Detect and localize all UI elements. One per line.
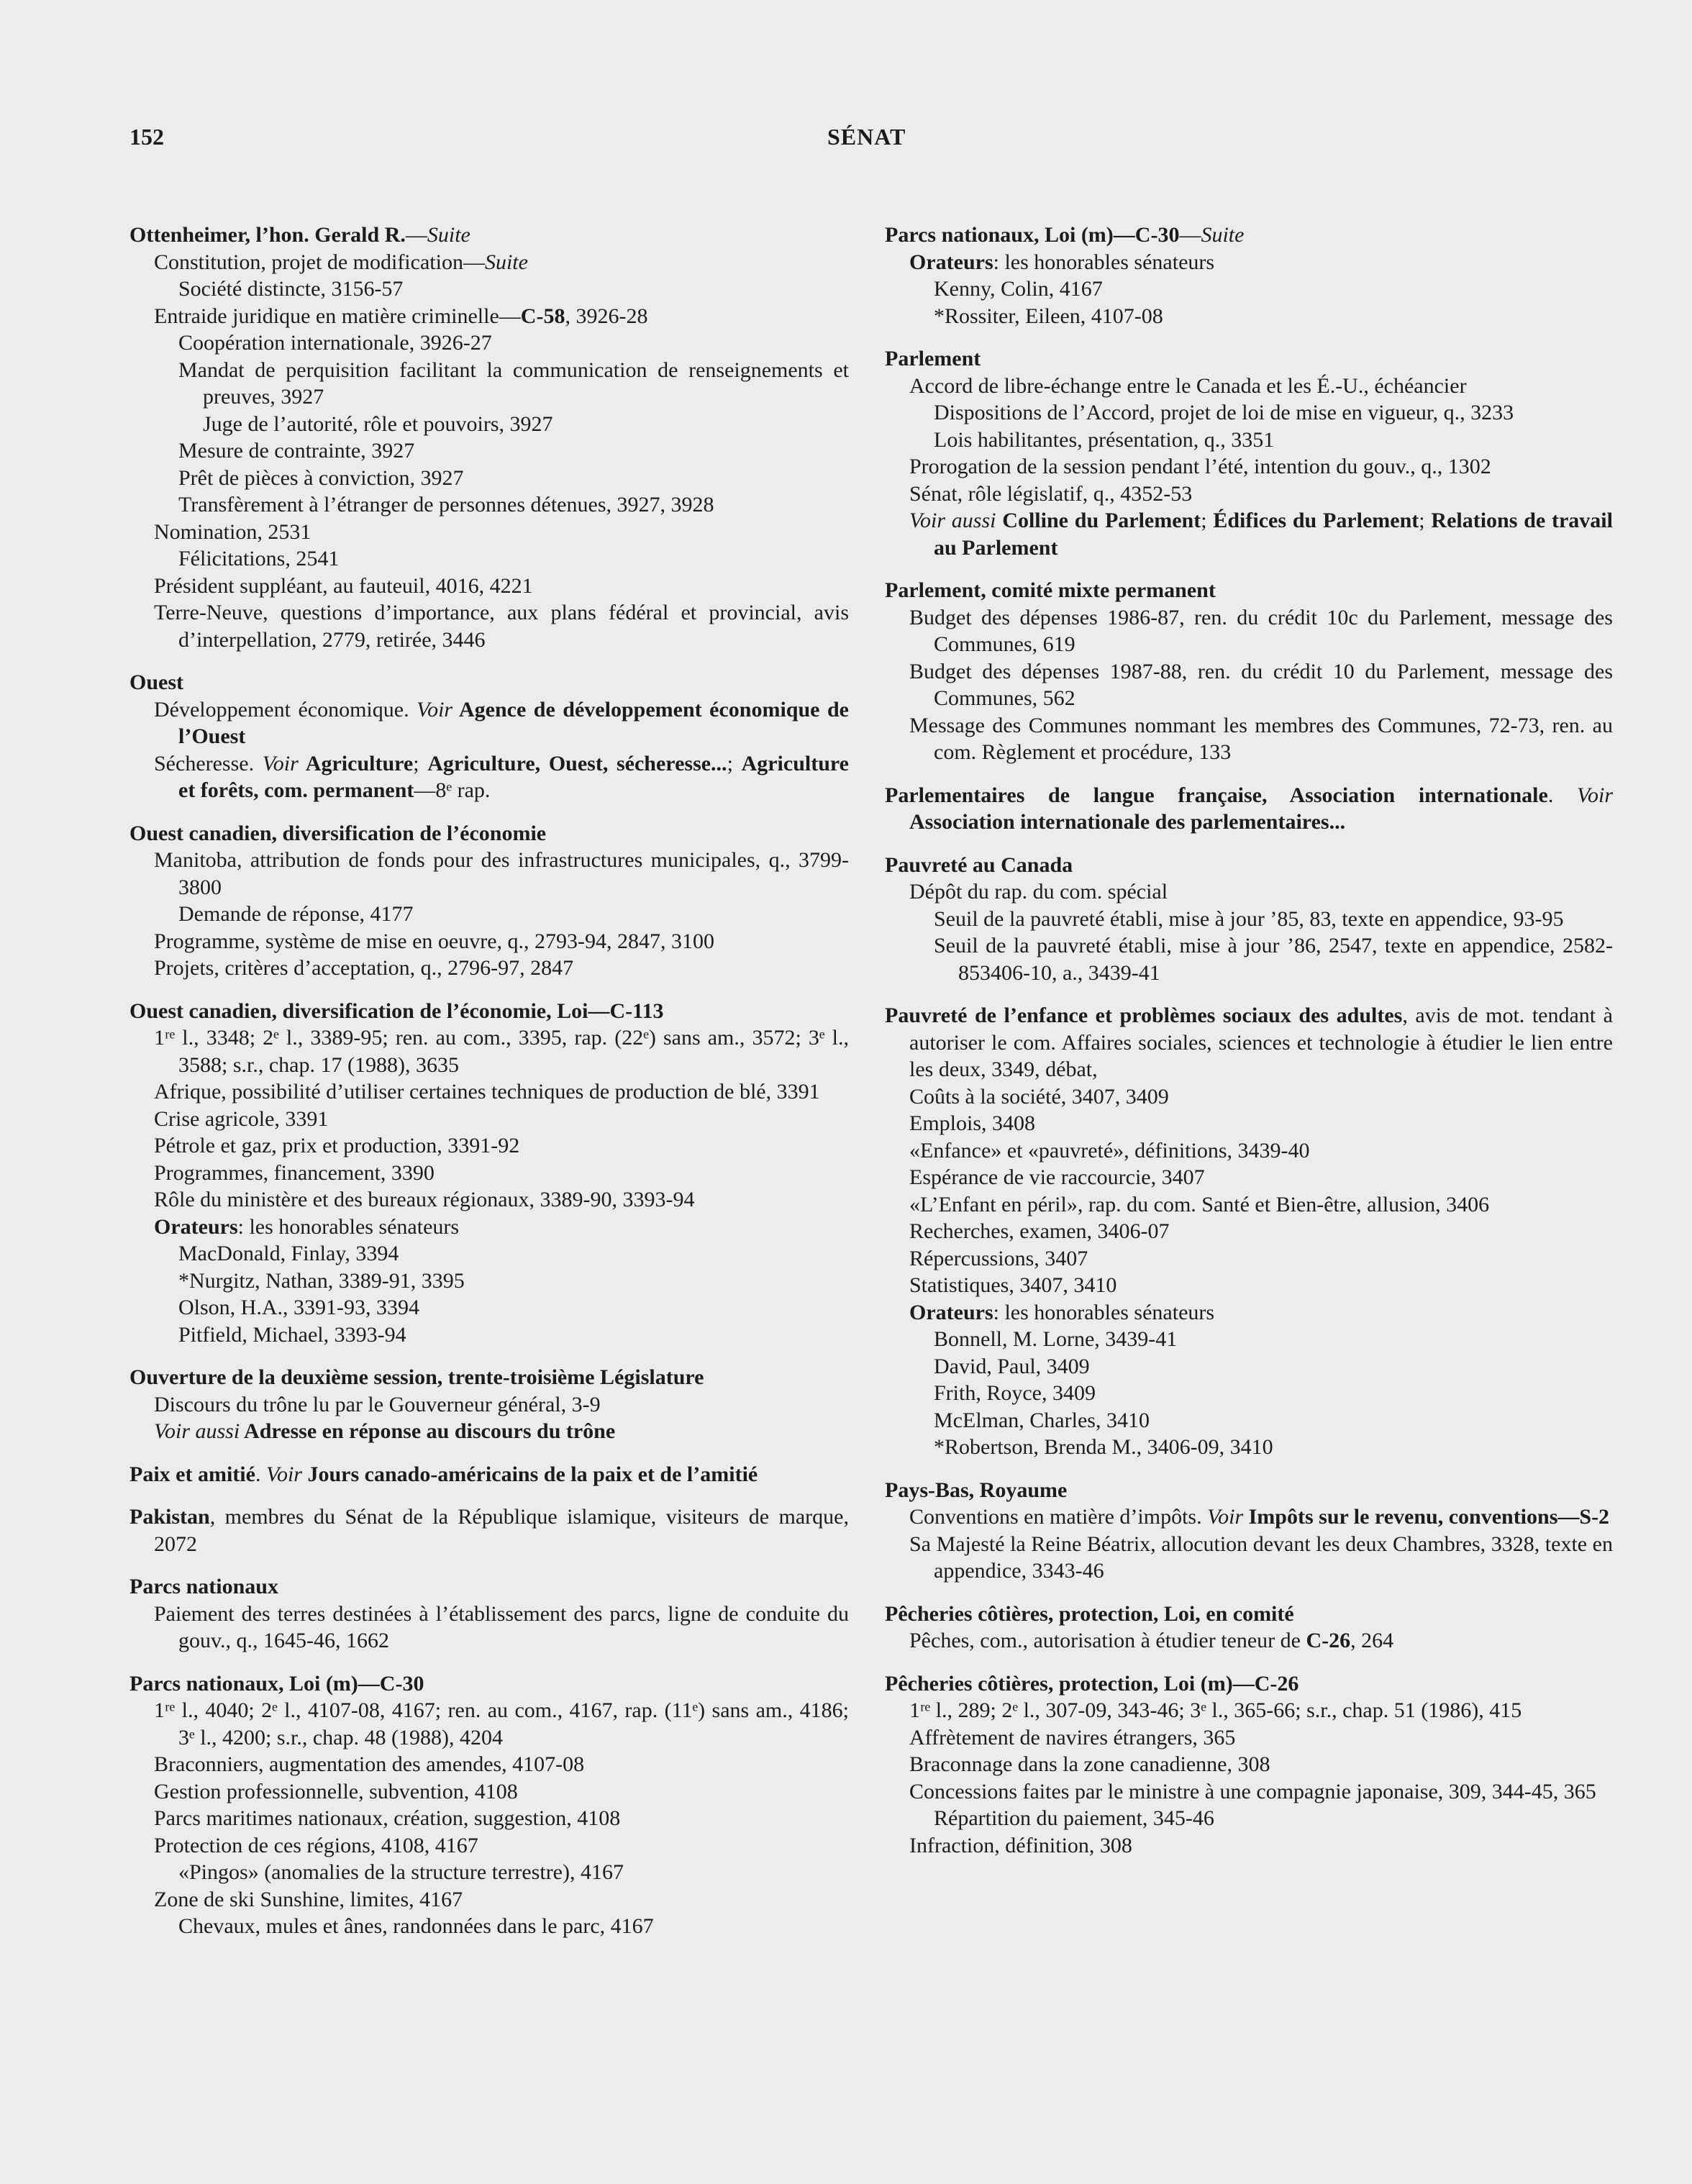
index-entry bbox=[129, 820, 849, 982]
index-text: Voir bbox=[265, 1462, 302, 1486]
index-subentry bbox=[885, 712, 1613, 766]
index-subentry bbox=[129, 1240, 849, 1268]
index-text: Jours canado-américains de la paix et de l’amitié bbox=[301, 1462, 758, 1486]
index-subentry bbox=[885, 1724, 1613, 1752]
index-text: Paiement des terres destinées à l’établissement des parcs, ligne de conduite du gouv., q., 1645-46, 1662 bbox=[154, 1601, 849, 1652]
index-heading bbox=[129, 1461, 849, 1488]
index-text: Parlement, comité mixte permanent bbox=[885, 578, 1216, 602]
index-subentry bbox=[885, 373, 1613, 400]
index-subentry bbox=[885, 1326, 1613, 1353]
index-text: Nomination, 2531 bbox=[154, 519, 311, 544]
index-entry bbox=[885, 1670, 1613, 1860]
index-text: Colline du Parlement bbox=[996, 509, 1201, 532]
index-text: Chevaux, mules et ânes, randonnées dans le parc, 4167 bbox=[178, 1914, 654, 1938]
index-subentry bbox=[129, 696, 849, 750]
index-text: Voir bbox=[262, 751, 299, 775]
index-entry bbox=[885, 782, 1613, 836]
index-text: Statistiques, 3407, 3410 bbox=[909, 1273, 1117, 1297]
index-text: Demande de réponse, 4177 bbox=[178, 902, 414, 926]
index-subentry bbox=[885, 427, 1613, 454]
index-subentry bbox=[129, 599, 849, 653]
index-subentry bbox=[129, 901, 849, 928]
index-text: Félicitations, 2541 bbox=[178, 547, 340, 570]
index-text: Juge de l’autorité, rôle et pouvoirs, 3927 bbox=[203, 411, 553, 436]
index-subentry bbox=[885, 1245, 1613, 1273]
index-subentry bbox=[129, 1778, 849, 1806]
index-subentry bbox=[129, 519, 849, 546]
index-subentry bbox=[885, 481, 1613, 508]
index-text: Seuil de la pauvreté établi, mise à jour ’85, 83, texte en appendice, 93-95 bbox=[934, 906, 1564, 931]
index-text: 1ʳᵉ l., 4040; 2ᵉ l., 4107-08, 4167; ren. au com., 4167, rap. (11ᵉ) sans am., 4186; 3ᵉ l., 4200; s.r., chap. 48 (1988), 4204 bbox=[154, 1698, 849, 1750]
index-text: Protection de ces régions, 4108, 4167 bbox=[154, 1833, 478, 1857]
index-subentry bbox=[885, 249, 1613, 276]
index-text: Discours du trône lu par le Gouverneur général, 3-9 bbox=[154, 1392, 601, 1416]
index-subentry bbox=[885, 303, 1613, 330]
index-heading bbox=[129, 669, 849, 696]
index-entry bbox=[129, 1461, 849, 1488]
index-subentry bbox=[129, 928, 849, 955]
index-text: ; bbox=[413, 751, 428, 775]
index-text: ; bbox=[727, 751, 742, 775]
index-subentry bbox=[129, 411, 849, 438]
index-subentry bbox=[129, 847, 849, 901]
index-heading bbox=[129, 1364, 849, 1391]
index-text: Orateurs bbox=[909, 250, 993, 274]
index-subentry bbox=[885, 1627, 1613, 1655]
index-heading bbox=[885, 1477, 1613, 1504]
index-subentry bbox=[885, 1164, 1613, 1191]
index-subentry bbox=[129, 276, 849, 303]
index-text: Relations de travail au Parlement bbox=[934, 509, 1613, 560]
index-subentry bbox=[885, 1299, 1613, 1327]
index-subentry bbox=[129, 357, 849, 411]
index-entry bbox=[129, 1573, 849, 1655]
index-subentry bbox=[885, 1434, 1613, 1461]
index-subentry bbox=[129, 1859, 849, 1886]
index-heading bbox=[129, 1573, 849, 1601]
index-text: C-58 bbox=[520, 304, 565, 328]
index-text: Manitoba, attribution de fonds pour des infrastructures municipales, q., 3799-3800 bbox=[154, 848, 849, 899]
index-subentry bbox=[885, 1778, 1613, 1806]
index-entry bbox=[129, 1503, 849, 1557]
index-subentry bbox=[129, 1832, 849, 1860]
index-subentry bbox=[129, 1106, 849, 1133]
index-subentry bbox=[885, 604, 1613, 658]
index-subentry bbox=[885, 1832, 1613, 1860]
index-text: Afrique, possibilité d’utiliser certaines techniques de production de blé, 3391 bbox=[154, 1080, 820, 1104]
index-subentry bbox=[885, 1751, 1613, 1778]
index-heading bbox=[129, 820, 849, 847]
index-text: Agriculture bbox=[298, 751, 414, 775]
index-entry bbox=[885, 1477, 1613, 1585]
index-text: Emplois, 3408 bbox=[909, 1111, 1036, 1135]
index-entry bbox=[885, 222, 1613, 329]
index-text: Suite bbox=[427, 223, 470, 247]
index-text: Prêt de pièces à conviction, 3927 bbox=[178, 465, 464, 490]
index-heading bbox=[885, 1002, 1613, 1083]
index-text: Constitution, projet de modification— bbox=[154, 250, 485, 274]
index-text: Édifices du Parlement bbox=[1213, 509, 1419, 532]
index-text: , avis de mot. tendant à autoriser le com. Affaires sociales, sciences et technologie à étudier le lien entre les deux, 3349, débat, bbox=[909, 1004, 1613, 1081]
index-subentry bbox=[129, 465, 849, 492]
index-text: Coopération internationale, 3926-27 bbox=[178, 331, 492, 355]
index-subentry bbox=[885, 1083, 1613, 1111]
index-subentry bbox=[885, 1137, 1613, 1165]
index-text: Message des Communes nommant les membres des Communes, 72-73, ren. au com. Règlement et procédure, 133 bbox=[909, 713, 1613, 764]
index-heading bbox=[129, 1670, 849, 1698]
index-subentry bbox=[885, 1805, 1613, 1832]
index-subentry bbox=[885, 878, 1613, 906]
index-text: . bbox=[255, 1462, 266, 1486]
index-subentry bbox=[129, 1805, 849, 1832]
index-text: ; bbox=[1419, 509, 1432, 532]
index-text: Pakistan bbox=[129, 1505, 210, 1529]
index-subentry bbox=[129, 1078, 849, 1106]
index-text: ; bbox=[1201, 509, 1214, 532]
index-subentry bbox=[885, 1110, 1613, 1137]
index-entry bbox=[885, 1601, 1613, 1655]
index-text: Pays-Bas, Royaume bbox=[885, 1478, 1068, 1502]
index-subentry bbox=[129, 955, 849, 982]
index-subentry bbox=[129, 1214, 849, 1241]
index-text: Olson, H.A., 3391-93, 3394 bbox=[178, 1296, 419, 1319]
index-text: Association internationale des parlementaires... bbox=[909, 810, 1346, 834]
index-text: Sénat, rôle législatif, q., 4352-53 bbox=[909, 481, 1193, 506]
index-text: Ouest canadien, diversification de l’économie, Loi—C-113 bbox=[129, 998, 664, 1023]
index-text: Parcs nationaux bbox=[129, 1575, 278, 1598]
index-entry bbox=[885, 345, 1613, 561]
index-text: Concessions faites par le ministre à une compagnie japonaise, 309, 344-45, 365 bbox=[909, 1779, 1596, 1803]
index-subentry bbox=[129, 573, 849, 600]
index-entry bbox=[885, 577, 1613, 766]
index-heading bbox=[129, 1503, 849, 1557]
index-text: : les honorables sénateurs bbox=[237, 1214, 460, 1239]
index-text: , membres du Sénat de la République islamique, visiteurs de marque, 2072 bbox=[154, 1505, 849, 1556]
index-subentry bbox=[885, 1272, 1613, 1299]
index-subentry bbox=[885, 1697, 1613, 1724]
index-text: , 3926-28 bbox=[565, 304, 648, 328]
index-heading bbox=[885, 1670, 1613, 1698]
index-text: Orateurs bbox=[909, 1300, 993, 1324]
index-text: Ouverture de la deuxième session, trente-troisième Législature bbox=[129, 1365, 704, 1389]
index-text: Voir aussi bbox=[154, 1419, 240, 1443]
index-text: Programme, système de mise en oeuvre, q., 2793-94, 2847, 3100 bbox=[154, 929, 715, 953]
index-text: Voir aussi bbox=[909, 509, 996, 532]
index-subentry bbox=[129, 1391, 849, 1419]
index-subentry bbox=[885, 1353, 1613, 1380]
index-entry bbox=[129, 222, 849, 653]
index-column-right bbox=[885, 222, 1613, 1875]
index-text: Budget des dépenses 1986-87, ren. du crédit 10c du Parlement, message des Communes, 619 bbox=[909, 605, 1613, 656]
index-text: *Rossiter, Eileen, 4107-08 bbox=[934, 304, 1163, 328]
index-text: Projets, critères d’acceptation, q., 2796-97, 2847 bbox=[154, 956, 574, 980]
index-text: Dépôt du rap. du com. spécial bbox=[909, 880, 1168, 904]
index-text: Suite bbox=[484, 250, 528, 274]
index-text: Paix et amitié bbox=[129, 1462, 255, 1486]
index-text: Adresse en réponse au discours du trône bbox=[240, 1419, 616, 1443]
index-subentry bbox=[129, 437, 849, 465]
index-text: «Enfance» et «pauvreté», définitions, 3439-40 bbox=[909, 1138, 1310, 1162]
index-text: Société distincte, 3156-57 bbox=[178, 277, 404, 301]
index-text: Parcs nationaux, Loi (m)—C-30 bbox=[885, 223, 1180, 247]
index-text: Pitfield, Michael, 3393-94 bbox=[178, 1322, 406, 1347]
index-subentry bbox=[129, 750, 849, 804]
index-subentry bbox=[129, 329, 849, 357]
index-subentry bbox=[885, 1191, 1613, 1219]
index-subentry bbox=[885, 276, 1613, 303]
index-heading bbox=[129, 998, 849, 1025]
index-text: Braconniers, augmentation des amendes, 4107-08 bbox=[154, 1752, 585, 1776]
index-heading bbox=[129, 222, 849, 249]
index-heading bbox=[885, 577, 1613, 604]
index-heading bbox=[885, 1601, 1613, 1628]
index-text: — bbox=[1179, 223, 1201, 247]
index-text: C-26 bbox=[1306, 1629, 1351, 1652]
index-subentry bbox=[129, 249, 849, 276]
index-column-left bbox=[129, 222, 849, 1956]
index-entry bbox=[885, 852, 1613, 987]
index-text: Président suppléant, au fauteuil, 4016, 4221 bbox=[154, 573, 533, 598]
index-text: : les honorables sénateurs bbox=[993, 1300, 1215, 1324]
index-text: Répartition du paiement, 345-46 bbox=[934, 1806, 1214, 1830]
running-title: SÉNAT bbox=[827, 124, 906, 150]
index-subentry bbox=[885, 906, 1613, 933]
index-heading bbox=[885, 345, 1613, 373]
index-subentry bbox=[885, 507, 1613, 561]
index-text: Parlement bbox=[885, 347, 981, 370]
index-subentry bbox=[129, 1160, 849, 1187]
index-text: Seuil de la pauvreté établi, mise à jour ’86, 2547, texte en appendice, 2582-853406-10, a., 3439-41 bbox=[934, 934, 1613, 985]
index-subentry bbox=[129, 1268, 849, 1295]
index-text: Impôts sur le revenu, conventions—S-2 bbox=[1243, 1505, 1610, 1529]
index-text: : les honorables sénateurs bbox=[993, 250, 1215, 274]
index-subentry bbox=[885, 399, 1613, 427]
index-text: Voir bbox=[1207, 1505, 1244, 1529]
index-text: Pauvreté au Canada bbox=[885, 852, 1073, 877]
index-entry bbox=[129, 669, 849, 804]
index-subentry bbox=[129, 491, 849, 519]
index-text: Accord de libre-échange entre le Canada et les É.-U., échéancier bbox=[909, 373, 1467, 398]
index-subentry bbox=[129, 1418, 849, 1445]
index-heading bbox=[885, 782, 1613, 836]
index-text: Ottenheimer, l’hon. Gerald R. bbox=[129, 223, 406, 247]
index-subentry bbox=[885, 1407, 1613, 1434]
index-text: Recherches, examen, 3406-07 bbox=[909, 1219, 1170, 1243]
index-text: Budget des dépenses 1987-88, ren. du crédit 10 du Parlement, message des Communes, 562 bbox=[909, 659, 1613, 710]
index-text: Transfèrement à l’étranger de personnes détenues, 3927, 3928 bbox=[178, 493, 714, 517]
index-subentry bbox=[885, 1531, 1613, 1585]
index-text: Voir bbox=[417, 697, 453, 722]
index-text: Suite bbox=[1201, 223, 1245, 247]
index-text: Pêcheries côtières, protection, Loi (m)—C-26 bbox=[885, 1671, 1299, 1696]
index-text: Mesure de contrainte, 3927 bbox=[178, 439, 415, 463]
index-text: Braconnage dans la zone canadienne, 308 bbox=[909, 1752, 1270, 1776]
index-text: Crise agricole, 3391 bbox=[154, 1106, 329, 1131]
index-entry bbox=[129, 1670, 849, 1940]
index-text: Ouest bbox=[129, 670, 183, 694]
index-text: Pêches, com., autorisation à étudier teneur de bbox=[909, 1629, 1306, 1652]
index-text: . bbox=[1547, 783, 1577, 807]
index-text: *Robertson, Brenda M., 3406-09, 3410 bbox=[934, 1435, 1273, 1459]
index-text: Ouest canadien, diversification de l’économie bbox=[129, 821, 547, 845]
index-text: Programmes, financement, 3390 bbox=[154, 1160, 435, 1185]
index-text: Coûts à la société, 3407, 3409 bbox=[909, 1084, 1169, 1109]
index-text: «Pingos» (anomalies de la structure terrestre), 4167 bbox=[178, 1860, 624, 1884]
index-text: Infraction, définition, 308 bbox=[909, 1833, 1132, 1857]
index-text: MacDonald, Finlay, 3394 bbox=[178, 1242, 399, 1265]
index-text: Dispositions de l’Accord, projet de loi de mise en vigueur, q., 3233 bbox=[934, 401, 1514, 424]
index-text: Rôle du ministère et des bureaux régionaux, 3389-90, 3393-94 bbox=[154, 1188, 695, 1211]
index-text: Orateurs bbox=[154, 1214, 238, 1239]
index-text: Répercussions, 3407 bbox=[909, 1246, 1088, 1270]
index-text: 1ʳᵉ l., 3348; 2ᵉ l., 3389-95; ren. au com., 3395, rap. (22ᵉ) sans am., 3572; 3ᵉ l., 3588; s.r., chap. 17 (1988), 3635 bbox=[154, 1026, 849, 1077]
index-text: 1ʳᵉ l., 289; 2ᵉ l., 307-09, 343-46; 3ᵉ l., 365-66; s.r., chap. 51 (1986), 415 bbox=[909, 1698, 1522, 1722]
index-text: Lois habilitantes, présentation, q., 3351 bbox=[934, 427, 1275, 452]
index-text: Sa Majesté la Reine Béatrix, allocution devant les deux Chambres, 3328, texte en appendice, 3343-46 bbox=[909, 1532, 1613, 1583]
index-subentry bbox=[129, 1132, 849, 1160]
index-subentry bbox=[885, 932, 1613, 986]
index-text: McElman, Charles, 3410 bbox=[934, 1408, 1150, 1432]
index-text: Voir bbox=[1577, 783, 1614, 807]
index-text: *Nurgitz, Nathan, 3389-91, 3395 bbox=[178, 1268, 465, 1293]
index-subentry bbox=[129, 1294, 849, 1321]
index-subentry bbox=[885, 453, 1613, 481]
index-text: Frith, Royce, 3409 bbox=[934, 1381, 1096, 1405]
index-subentry bbox=[129, 1024, 849, 1078]
index-text: Parcs maritimes nationaux, création, suggestion, 4108 bbox=[154, 1806, 621, 1830]
index-text: Pêcheries côtières, protection, Loi, en comité bbox=[885, 1601, 1294, 1626]
index-text: —8ᵉ rap. bbox=[414, 778, 491, 802]
index-subentry bbox=[129, 1751, 849, 1778]
index-text: Zone de ski Sunshine, limites, 4167 bbox=[154, 1887, 463, 1911]
index-text: Pauvreté de l’enfance et problèmes sociaux des adultes bbox=[885, 1004, 1403, 1027]
index-text: Agence de développement économique de l’Ouest bbox=[178, 697, 849, 748]
index-subentry bbox=[129, 545, 849, 573]
index-text: Kenny, Colin, 4167 bbox=[934, 277, 1103, 301]
index-text: Gestion professionnelle, subvention, 4108 bbox=[154, 1779, 518, 1803]
index-text: Conventions en matière d’impôts. bbox=[909, 1505, 1208, 1529]
index-text: «L’Enfant en péril», rap. du com. Santé et Bien-être, allusion, 3406 bbox=[909, 1192, 1490, 1216]
index-text: Parcs nationaux, Loi (m)—C-30 bbox=[129, 1671, 424, 1696]
index-text: Terre-Neuve, questions d’importance, aux plans fédéral et provincial, avis d’interpellation, 2779, retirée, 3446 bbox=[154, 601, 849, 652]
index-text: Pétrole et gaz, prix et production, 3391-92 bbox=[154, 1134, 520, 1157]
index-subentry bbox=[129, 1321, 849, 1349]
index-entry bbox=[129, 998, 849, 1349]
index-text: Affrètement de navires étrangers, 365 bbox=[909, 1725, 1236, 1750]
index-text: , 264 bbox=[1350, 1629, 1394, 1652]
index-subentry bbox=[129, 1186, 849, 1214]
index-subentry bbox=[129, 1601, 849, 1655]
index-text: Espérance de vie raccourcie, 3407 bbox=[909, 1165, 1205, 1189]
index-subentry bbox=[885, 1503, 1613, 1531]
index-heading bbox=[885, 852, 1613, 879]
index-text: Sécheresse. bbox=[154, 751, 263, 775]
index-entry bbox=[885, 1002, 1613, 1461]
index-subentry bbox=[129, 1913, 849, 1940]
index-subentry bbox=[885, 1218, 1613, 1245]
index-subentry bbox=[885, 1380, 1613, 1407]
index-subentry bbox=[129, 303, 849, 330]
index-entry bbox=[129, 1364, 849, 1445]
index-heading bbox=[885, 222, 1613, 249]
index-text: Entraide juridique en matière criminelle— bbox=[154, 304, 521, 328]
index-text: Agriculture, Ouest, sécheresse... bbox=[427, 751, 727, 775]
index-text: Parlementaires de langue française, Association internationale bbox=[885, 783, 1548, 807]
index-text: Prorogation de la session pendant l’été, intention du gouv., q., 1302 bbox=[909, 455, 1491, 478]
index-text: Développement économique. bbox=[154, 697, 417, 722]
index-text: Agriculture et forêts, com. permanent bbox=[178, 751, 849, 802]
index-subentry bbox=[129, 1886, 849, 1914]
index-subentry bbox=[885, 658, 1613, 712]
index-text: Bonnell, M. Lorne, 3439-41 bbox=[934, 1327, 1178, 1351]
index-subentry bbox=[129, 1697, 849, 1751]
page-number: 152 bbox=[129, 124, 164, 150]
index-text: David, Paul, 3409 bbox=[934, 1354, 1090, 1378]
index-text: Mandat de perquisition facilitant la communication de renseignements et preuves, 3927 bbox=[178, 358, 849, 409]
index-text: — bbox=[405, 223, 427, 247]
